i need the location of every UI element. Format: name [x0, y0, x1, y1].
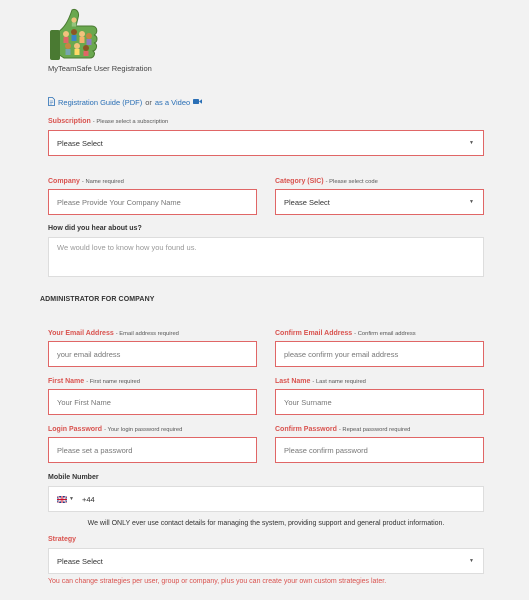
chevron-down-icon: ▼ — [469, 558, 474, 564]
guide-links — [48, 97, 202, 108]
first-name-label — [48, 378, 140, 385]
strategy-select[interactable] — [48, 548, 484, 574]
strategy-label: Strategy — [48, 536, 77, 543]
category-label — [275, 178, 378, 185]
email-label-text: Your Email Address — [48, 330, 114, 337]
last-name-hint: - Last name required — [312, 379, 366, 385]
confirm-email-hint: - Confirm email address — [354, 331, 416, 337]
confirm-email-placeholder: please confirm your email address — [284, 349, 399, 359]
confirm-password-label-text: Confirm Password — [275, 426, 337, 433]
mobile-number-input[interactable] — [48, 486, 484, 512]
first-name-input[interactable] — [48, 389, 257, 415]
last-name-placeholder: Your Surname — [284, 397, 332, 407]
subscription-value: Please Select — [57, 138, 103, 148]
country-code: +44 — [81, 494, 95, 504]
confirm-password-label — [275, 426, 410, 433]
first-name-hint: - First name required — [86, 379, 140, 385]
email-input[interactable] — [48, 341, 257, 367]
company-hint: - Name required — [81, 179, 124, 185]
subscription-label-text: Subscription — [48, 118, 91, 125]
admin-section-title: ADMINISTRATOR FOR COMPANY — [40, 296, 155, 303]
chevron-down-icon: ▼ — [469, 199, 474, 205]
video-link[interactable]: as a Video — [154, 98, 191, 107]
mobile-label: Mobile Number — [48, 474, 99, 481]
login-password-label-text: Login Password — [48, 426, 103, 433]
strategy-footnote: You can change strategies per user, group or company, plus you can create your own custom strategies later. — [48, 578, 387, 585]
first-name-label-text: First Name — [48, 378, 85, 385]
hear-about-textarea[interactable] — [48, 237, 484, 277]
company-label-text: Company — [48, 178, 80, 185]
login-password-label — [48, 426, 182, 433]
confirm-password-hint: - Repeat password required — [338, 427, 411, 433]
subscription-label — [48, 118, 168, 125]
subscription-select[interactable] — [48, 130, 484, 156]
uk-flag-icon[interactable] — [57, 496, 67, 503]
contact-notice: We will ONLY ever use contact details for managing the system, providing support and general product information. — [87, 520, 445, 527]
country-dropdown-icon[interactable]: ▼ — [69, 496, 74, 502]
pdf-icon — [48, 97, 55, 108]
subscription-hint: - Please select a subscription — [92, 119, 169, 125]
login-password-hint: - Your login password required — [104, 427, 183, 433]
email-hint: - Email address required — [115, 331, 179, 337]
confirm-email-input[interactable] — [275, 341, 484, 367]
company-name-input[interactable] — [48, 189, 257, 215]
category-value: Please Select — [284, 197, 330, 207]
email-placeholder: your email address — [57, 349, 121, 359]
video-camera-icon[interactable] — [193, 98, 202, 107]
category-select[interactable] — [275, 189, 484, 215]
confirm-password-input[interactable] — [275, 437, 484, 463]
brand-logo — [48, 8, 100, 64]
confirm-email-label — [275, 330, 416, 337]
category-label-text: Category (SIC) — [275, 178, 324, 185]
first-name-placeholder: Your First Name — [57, 397, 111, 407]
confirm-email-label-text: Confirm Email Address — [275, 330, 353, 337]
last-name-input[interactable] — [275, 389, 484, 415]
last-name-label-text: Last Name — [275, 378, 311, 385]
confirm-password-placeholder: Please confirm password — [284, 445, 368, 455]
last-name-label — [275, 378, 366, 385]
category-hint: - Please select code — [325, 179, 378, 185]
brand-title: MyTeamSafe User Registration — [48, 64, 152, 73]
guide-or-text: or — [145, 98, 152, 107]
chevron-down-icon: ▼ — [469, 140, 474, 146]
email-label — [48, 330, 179, 337]
login-password-placeholder: Please set a password — [57, 445, 133, 455]
company-label — [48, 178, 124, 185]
hear-label: How did you hear about us? — [48, 225, 142, 232]
company-placeholder: Please Provide Your Company Name — [57, 197, 181, 207]
hear-placeholder: We would love to know how you found us. — [57, 243, 197, 252]
strategy-value: Please Select — [57, 556, 103, 566]
registration-guide-link[interactable]: Registration Guide (PDF) — [58, 98, 143, 107]
login-password-input[interactable] — [48, 437, 257, 463]
